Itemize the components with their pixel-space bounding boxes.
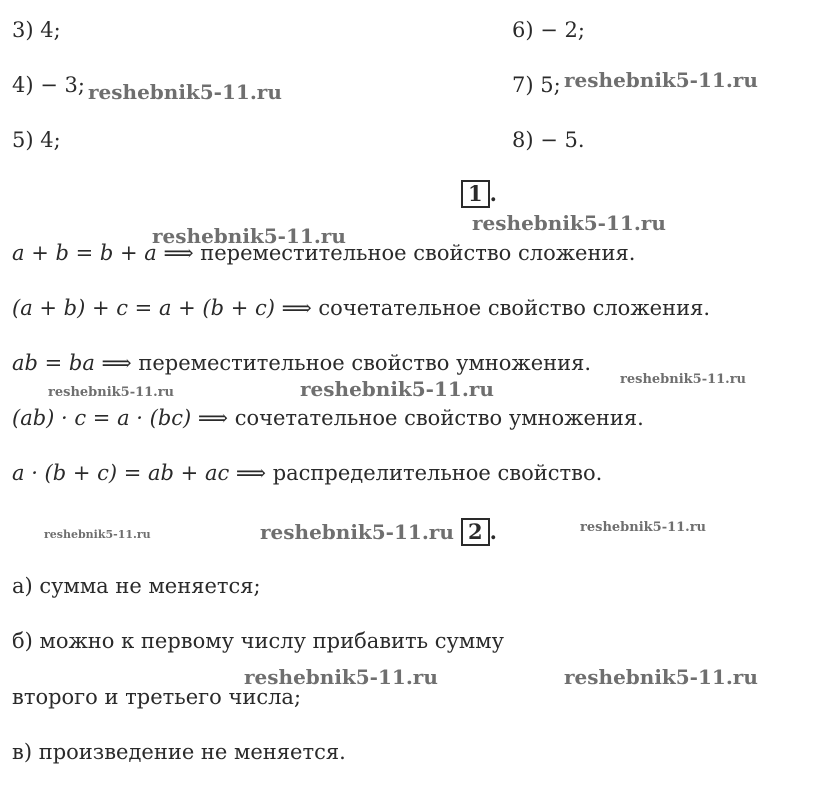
answer-3: 3) 4; bbox=[12, 18, 61, 42]
implies-arrow: ⟹ bbox=[191, 406, 235, 430]
property-text: переместительное свойство умножения. bbox=[138, 351, 592, 375]
formula: a · (b + c) = ab + ac bbox=[12, 461, 230, 485]
section-2-number bbox=[461, 518, 497, 546]
watermark: reshebnik5-11.ru bbox=[44, 528, 151, 541]
answer-item-v: в) произведение не меняется. bbox=[12, 740, 346, 764]
section-1-box: 1 bbox=[461, 180, 490, 208]
section-1-dot: . bbox=[489, 181, 497, 206]
formula: (a + b) + c = a + (b + c) bbox=[12, 296, 275, 320]
answer-6: 6) − 2; bbox=[512, 18, 585, 42]
answer-5: 5) 4; bbox=[12, 128, 61, 152]
property-text: распределительное свойство. bbox=[272, 461, 603, 485]
watermark: reshebnik5-11.ru bbox=[300, 377, 494, 401]
watermark: reshebnik5-11.ru bbox=[88, 80, 282, 104]
implies-arrow: ⟹ bbox=[94, 351, 139, 375]
formula: ab = ba bbox=[12, 351, 95, 375]
watermark: reshebnik5-11.ru bbox=[564, 68, 758, 92]
answer-4: 4) − 3; bbox=[12, 73, 85, 97]
formula: (ab) · c = a · (bc) bbox=[12, 406, 192, 430]
answer-item-b-line2: второго и третьего числа; bbox=[12, 685, 302, 709]
watermark: reshebnik5-11.ru bbox=[620, 372, 747, 387]
answer-item-a: а) сумма не меняется; bbox=[12, 574, 261, 598]
property-text: переместительное свойство сложения. bbox=[200, 241, 636, 265]
watermark: reshebnik5-11.ru bbox=[244, 665, 438, 689]
section-2-box: 2 bbox=[461, 518, 490, 546]
watermark: reshebnik5-11.ru bbox=[48, 385, 175, 400]
formula: a + b = b + a bbox=[12, 241, 157, 265]
property-line-5 bbox=[12, 463, 602, 484]
answer-item-b-line1: б) можно к первому числу прибавить сумму bbox=[12, 629, 504, 653]
implies-arrow: ⟹ bbox=[274, 296, 319, 320]
watermark: reshebnik5-11.ru bbox=[152, 224, 346, 248]
property-line-4 bbox=[12, 408, 644, 429]
section-2-dot: . bbox=[489, 519, 497, 544]
property-text: сочетательное свойство умножения. bbox=[234, 406, 644, 430]
property-line-2 bbox=[12, 298, 710, 319]
answer-7: 7) 5; bbox=[512, 73, 561, 97]
answer-8: 8) − 5. bbox=[512, 128, 585, 152]
property-line-3 bbox=[12, 353, 591, 374]
implies-arrow: ⟹ bbox=[156, 241, 201, 265]
watermark: reshebnik5-11.ru bbox=[580, 520, 707, 535]
implies-arrow: ⟹ bbox=[229, 461, 273, 485]
property-text: сочетательное свойство сложения. bbox=[318, 296, 710, 320]
section-1-number bbox=[461, 180, 497, 208]
watermark: reshebnik5-11.ru bbox=[564, 665, 758, 689]
watermark: reshebnik5-11.ru bbox=[472, 211, 666, 235]
watermark: reshebnik5-11.ru bbox=[260, 520, 454, 544]
